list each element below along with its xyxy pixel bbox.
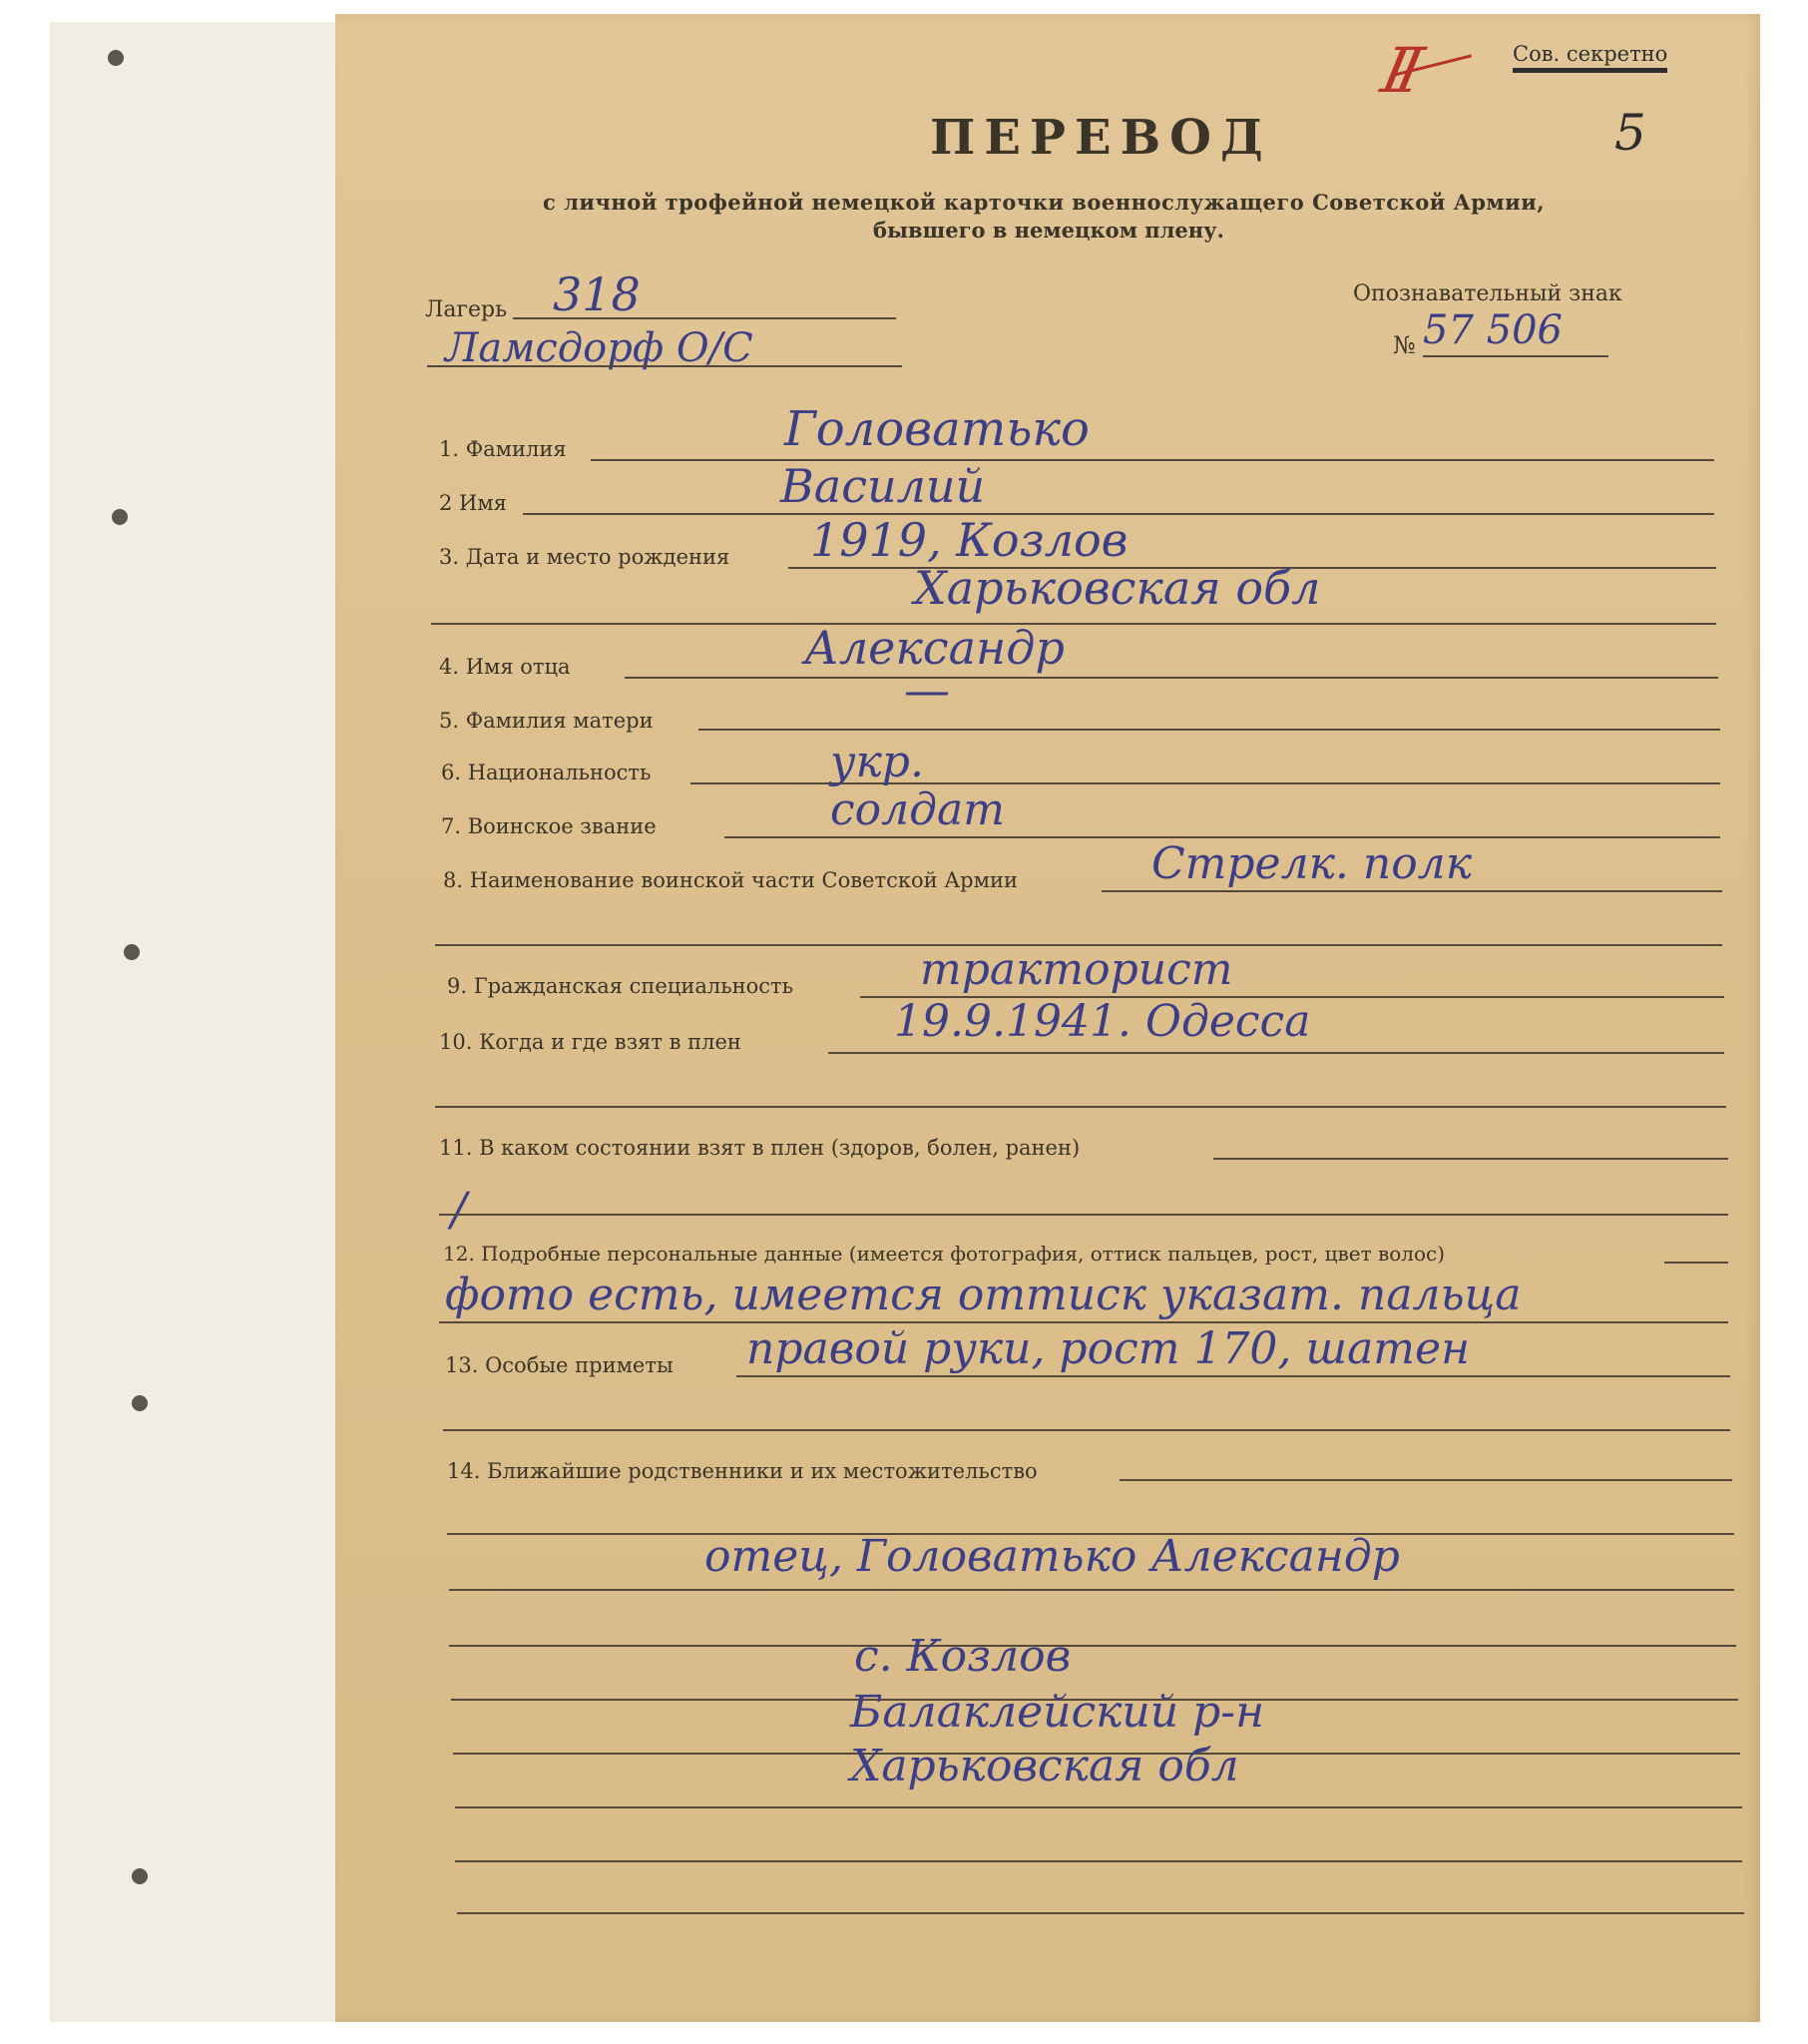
- field-unit-line: [1102, 890, 1722, 892]
- red-mark: II: [1368, 34, 1427, 107]
- ident-label: Опознавательный знак: [1353, 281, 1622, 306]
- field-condition-line-2: [439, 1214, 1728, 1216]
- field-mother-line: [698, 729, 1720, 731]
- field-birth-value: 1919, Козлов: [810, 513, 1129, 567]
- subtitle-line-2: бывшего в немецком плену.: [873, 218, 1224, 243]
- relatives-line-9: [457, 1912, 1744, 1914]
- field-surname-label: 1. Фамилия: [439, 437, 567, 461]
- field-father-line: [625, 677, 1718, 679]
- field-name-value: Василий: [780, 459, 986, 513]
- field-profession-value: тракторист: [920, 944, 1233, 995]
- relative-line-4: Харьковская обл: [850, 1741, 1239, 1791]
- field-condition-label: 11. В каком состоянии взят в плен (здоров, болен, ранен): [439, 1136, 1081, 1160]
- field-condition-line: [1213, 1158, 1728, 1160]
- field-surname-value: Головатько: [784, 401, 1090, 457]
- relative-line-1: отец, Головатько Александр: [704, 1531, 1400, 1582]
- ident-no-label: №: [1393, 331, 1416, 359]
- ident-line: [1423, 355, 1608, 357]
- relatives-line-4: [449, 1645, 1736, 1647]
- secrecy-stamp: Сов. секретно: [1513, 42, 1667, 73]
- field-marks-value: правой руки, рост 170, шатен: [746, 1323, 1471, 1374]
- field-capture-value: 19.9.1941. Одесса: [894, 996, 1311, 1047]
- field-father-dash: —: [904, 663, 950, 717]
- field-father-value: Александр: [804, 621, 1065, 675]
- field-mother-label: 5. Фамилия матери: [439, 709, 654, 733]
- field-birth-label: 3. Дата и место рождения: [439, 545, 730, 569]
- punch-hole: [124, 944, 140, 960]
- relatives-line-8: [455, 1860, 1742, 1862]
- relative-line-2: с. Козлов: [854, 1631, 1072, 1682]
- field-nationality-label: 6. Национальность: [441, 761, 652, 784]
- document-sheet: [335, 14, 1760, 2022]
- camp-name-line: [427, 365, 902, 367]
- camp-label: Лагерь: [425, 297, 508, 322]
- field-capture-line: [828, 1052, 1724, 1054]
- relatives-line-7: [455, 1806, 1742, 1808]
- punch-hole: [108, 50, 124, 66]
- field-relatives-label: 14. Ближайшие родственники и их местожительство: [447, 1459, 1038, 1483]
- field-surname-line: [591, 459, 1714, 461]
- field-marks-line: [736, 1375, 1730, 1377]
- binding-margin: [50, 22, 349, 2022]
- subtitle-line-1: с личной трофейной немецкой карточки военнослужащего Советской Армии,: [543, 190, 1546, 215]
- field-marks-label: 13. Особые приметы: [445, 1353, 674, 1377]
- field-personal-value: фото есть, имеется оттиск указат. пальца: [445, 1270, 1522, 1320]
- field-unit-label: 8. Наименование воинской части Советской Армии: [443, 868, 1018, 892]
- punch-hole: [132, 1868, 148, 1884]
- field-rank-value: солдат: [830, 784, 1005, 835]
- ident-number: 57 506: [1423, 307, 1563, 353]
- field-relatives-line: [1120, 1479, 1732, 1481]
- field-personal-line: [1664, 1262, 1728, 1264]
- field-father-label: 4. Имя отца: [439, 655, 571, 679]
- relatives-line-3: [449, 1589, 1734, 1591]
- field-personal-label: 12. Подробные персональные данные (имеется фотография, оттиск пальцев, рост, цвет волос): [443, 1242, 1446, 1266]
- punch-hole: [132, 1395, 148, 1411]
- field-unit-value: Стрелк. полк: [1151, 838, 1472, 889]
- relative-line-3: Балаклейский р-н: [850, 1687, 1265, 1738]
- field-rank-label: 7. Воинское звание: [441, 814, 657, 838]
- field-profession-label: 9. Гражданская специальность: [447, 974, 794, 998]
- field-marks-line-2: [443, 1429, 1730, 1431]
- camp-name: Ламсдорф О/С: [445, 325, 753, 371]
- field-birth-line-2: [431, 623, 1716, 625]
- punch-hole: [112, 509, 128, 525]
- field-capture-label: 10. Когда и где взят в плен: [439, 1030, 741, 1054]
- field-name-label: 2 Имя: [439, 491, 507, 515]
- field-nationality-value: укр.: [830, 737, 924, 787]
- field-capture-line-2: [435, 1106, 1726, 1108]
- page-title: ПЕРЕВОД: [930, 110, 1272, 166]
- camp-number: 318: [553, 267, 641, 321]
- field-birth-value-2: Харьковская обл: [914, 561, 1321, 615]
- page-number: 5: [1614, 104, 1646, 162]
- field-condition-value: /: [451, 1182, 467, 1236]
